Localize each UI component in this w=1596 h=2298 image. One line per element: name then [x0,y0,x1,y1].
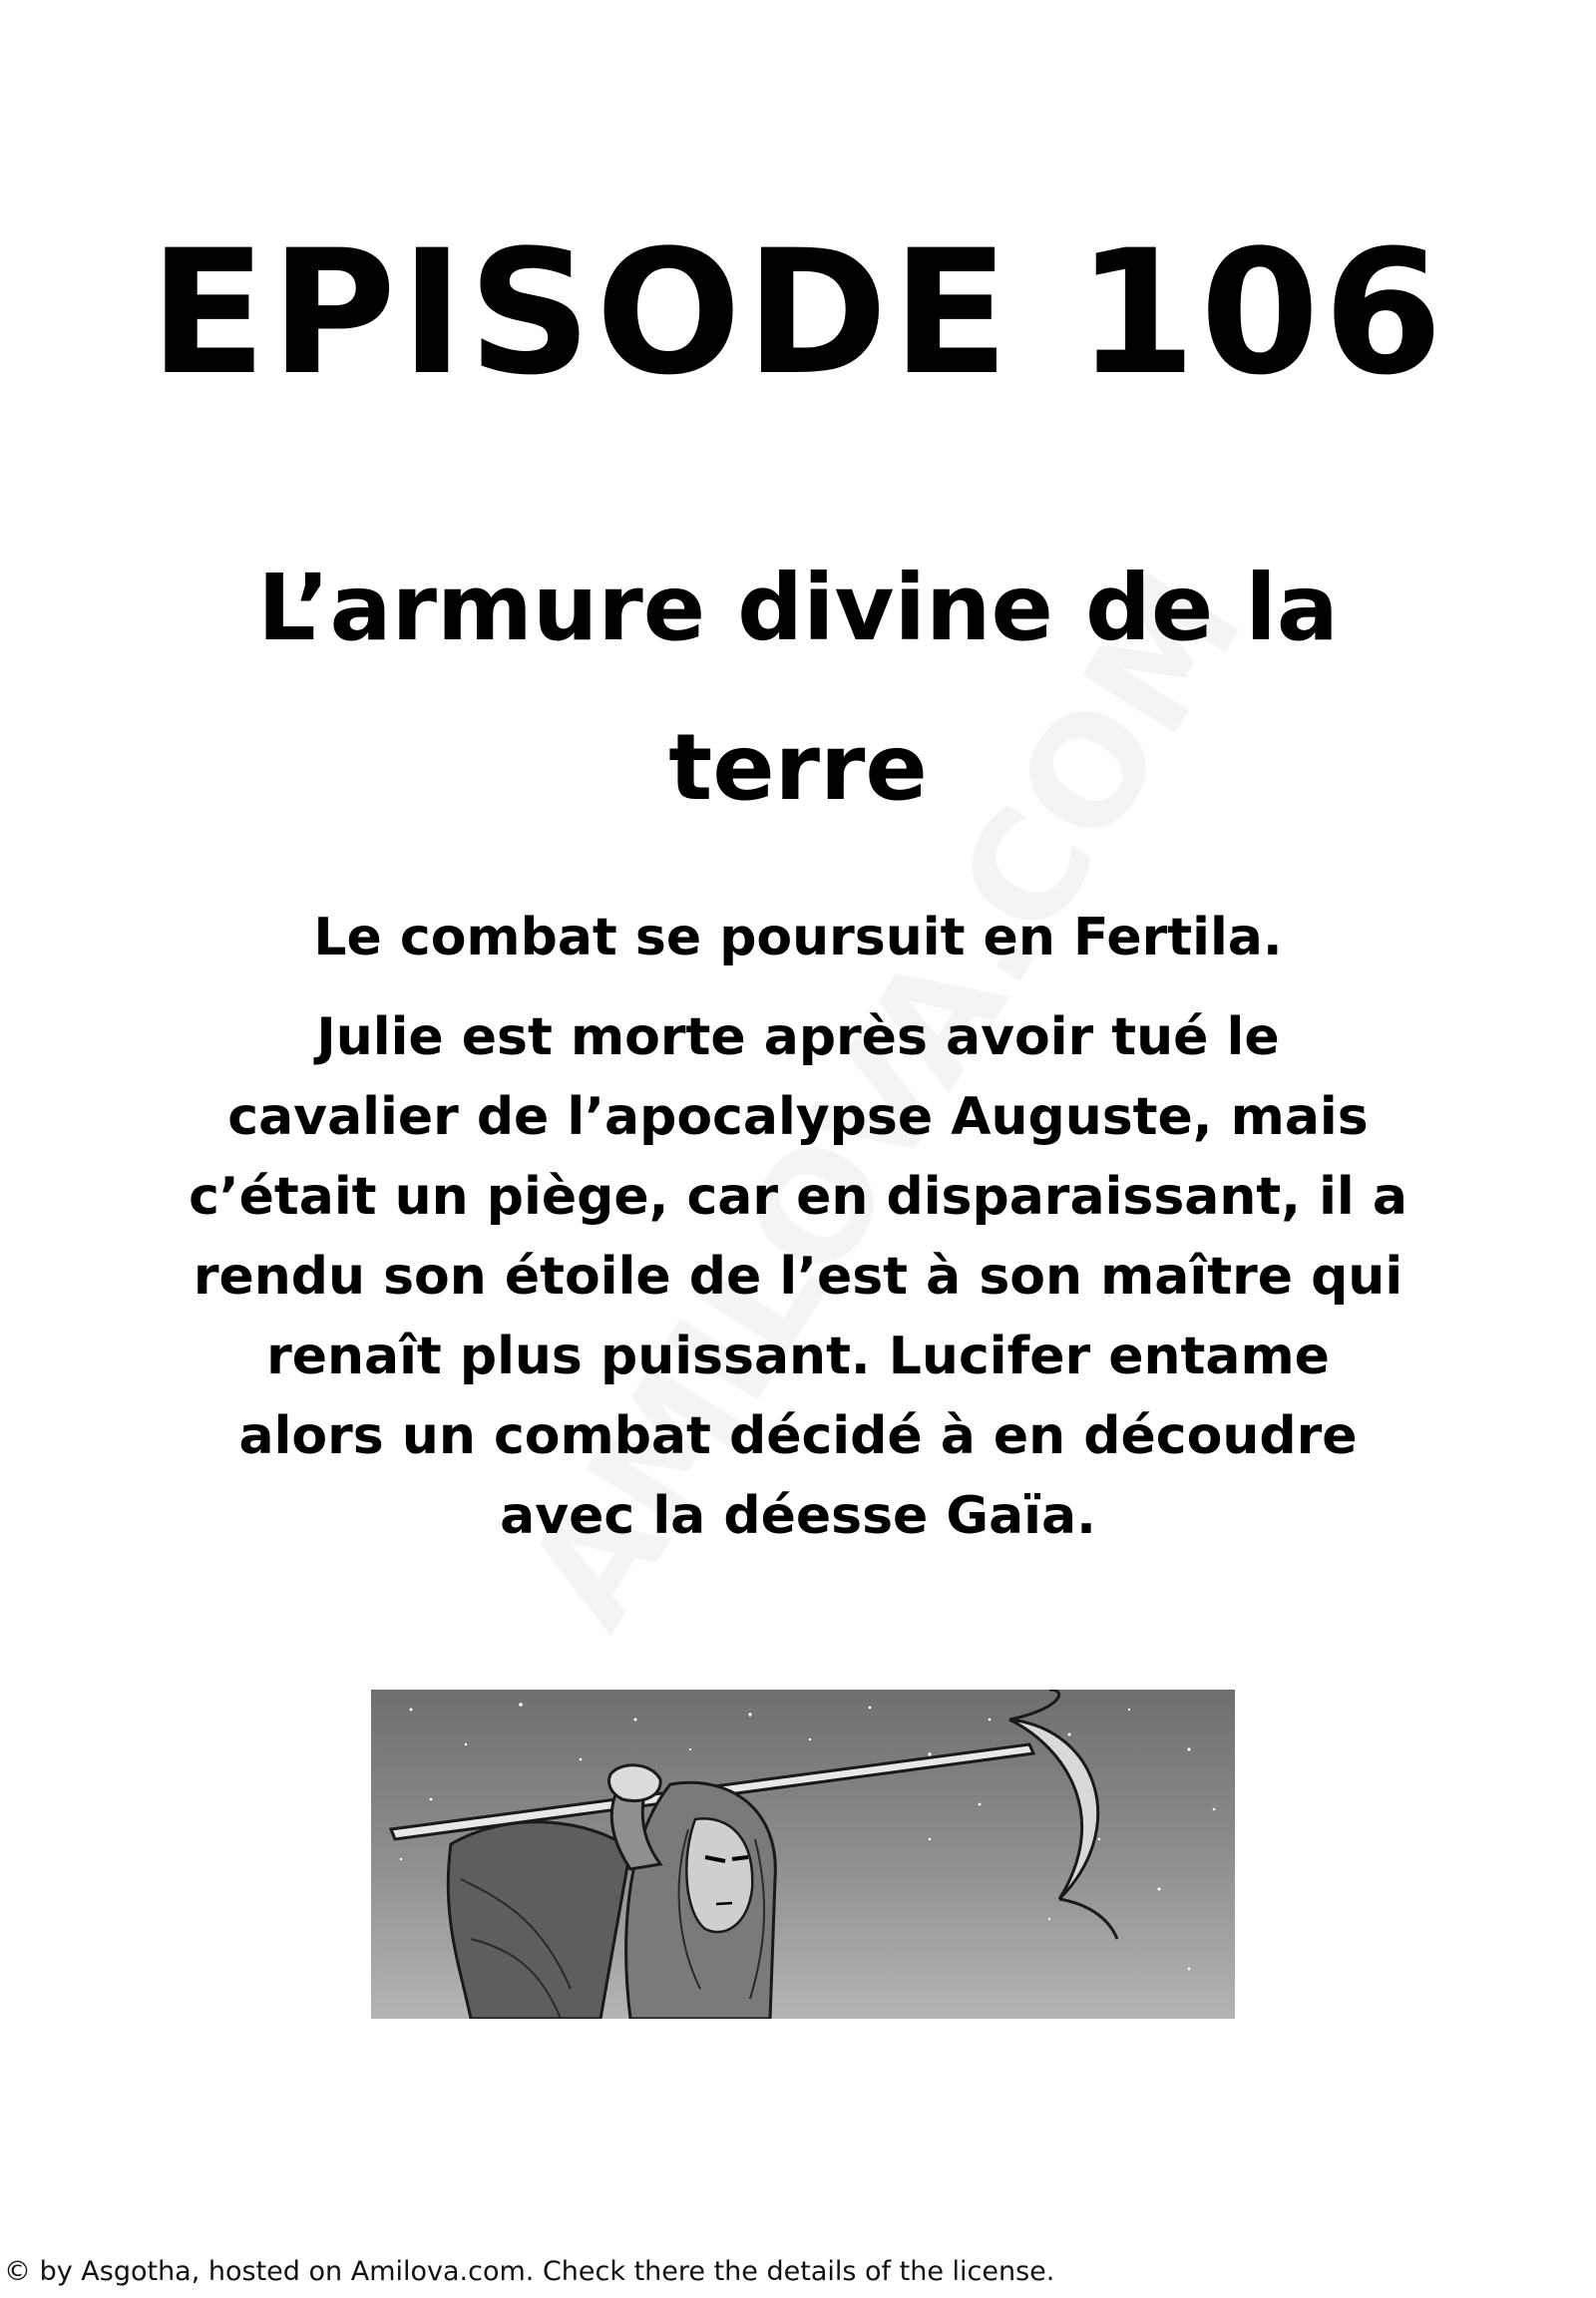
summary-line: alors un combat décidé à en découdre [238,1406,1358,1466]
comic-panel-image [371,1690,1235,2019]
episode-title: EPISODE 106 [149,212,1447,413]
hooded-figure [448,1765,775,2019]
subtitle-line-1: L’armure divine de la [257,555,1339,661]
summary-line: avec la déesse Gaïa. [500,1486,1096,1546]
copyright-footer: © by Asgotha, hosted on Amilova.com. Check there the details of the license. [4,2256,1055,2287]
summary-line: renaît plus puissant. Lucifer entame [266,1327,1330,1386]
episode-summary [150,997,1446,1556]
episode-subtitle [0,529,1596,848]
summary-line: Julie est morte après avoir tué le [316,1007,1280,1067]
comic-illustration [371,1690,1235,2019]
lead-line: Le combat se poursuit en Fertila. [313,908,1283,967]
summary-line: cavalier de l’apocalypse Auguste, mais [227,1087,1369,1147]
subtitle-line-2: terre [668,714,928,821]
summary-line: c’était un piège, car en disparaissant, il a [189,1167,1407,1227]
summary-line: rendu son étoile de l’est à son maître qui [193,1247,1403,1307]
